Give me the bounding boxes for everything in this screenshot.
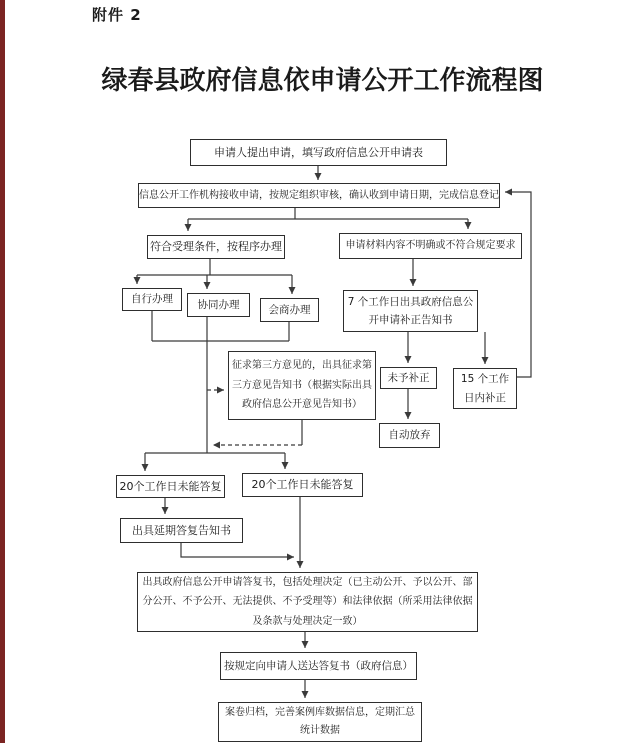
flow-node-joint-handle: 协同办理 bbox=[187, 293, 250, 317]
flow-node-reply-decision: 出具政府信息公开申请答复书，包括处理决定（已主动公开、予以公开、部分公开、不予公开、无法提供、不予受理等）和法律依据（所采用法律依据及条款与处理决定一致） bbox=[137, 572, 478, 632]
flow-node-self-handle: 自行办理 bbox=[122, 288, 182, 311]
page-title: 绿春县政府信息依申请公开工作流程图 bbox=[101, 66, 544, 96]
arrow-delay-join bbox=[181, 543, 294, 557]
flow-node-receive: 信息公开工作机构接收申请，按规定组织审核，确认收到申请日期，完成信息登记 bbox=[138, 183, 500, 208]
flow-node-deliver-reply: 按规定向申请人送达答复书（政府信息） bbox=[220, 652, 417, 680]
flow-node-archive: 案卷归档，完善案例库数据信息，定期汇总统计数据 bbox=[218, 702, 422, 742]
flow-node-auto-abandon: 自动放弃 bbox=[379, 423, 440, 448]
flow-node-no-correction: 未予补正 bbox=[380, 367, 437, 389]
flow-node-correction-notice: 7 个工作日出具政府信息公开申请补正告知书 bbox=[343, 290, 478, 332]
attachment-label: 附件 2 bbox=[92, 6, 142, 24]
flow-node-accept-conditions: 符合受理条件，按程序办理 bbox=[147, 235, 285, 259]
flow-node-delay-notice: 出具延期答复告知书 bbox=[120, 518, 243, 543]
flow-node-correction-15-days: 15 个工作日内补正 bbox=[453, 368, 517, 409]
flow-node-consult-handle: 会商办理 bbox=[260, 298, 319, 322]
arrow-loop-correction-receive bbox=[505, 192, 531, 377]
flow-node-20days-no-reply-left: 20个工作日未能答复 bbox=[116, 475, 225, 498]
flow-node-apply: 申请人提出申请，填写政府信息公开申请表 bbox=[190, 139, 447, 166]
flow-node-unclear-material: 申请材料内容不明确或不符合规定要求 bbox=[339, 233, 522, 259]
flow-node-20days-no-reply-right: 20个工作日未能答复 bbox=[242, 473, 363, 497]
flow-node-third-party-opinion: 征求第三方意见的，出具征求第三方意见告知书（根据实际出具政府信息公开意见告知书） bbox=[228, 351, 376, 420]
